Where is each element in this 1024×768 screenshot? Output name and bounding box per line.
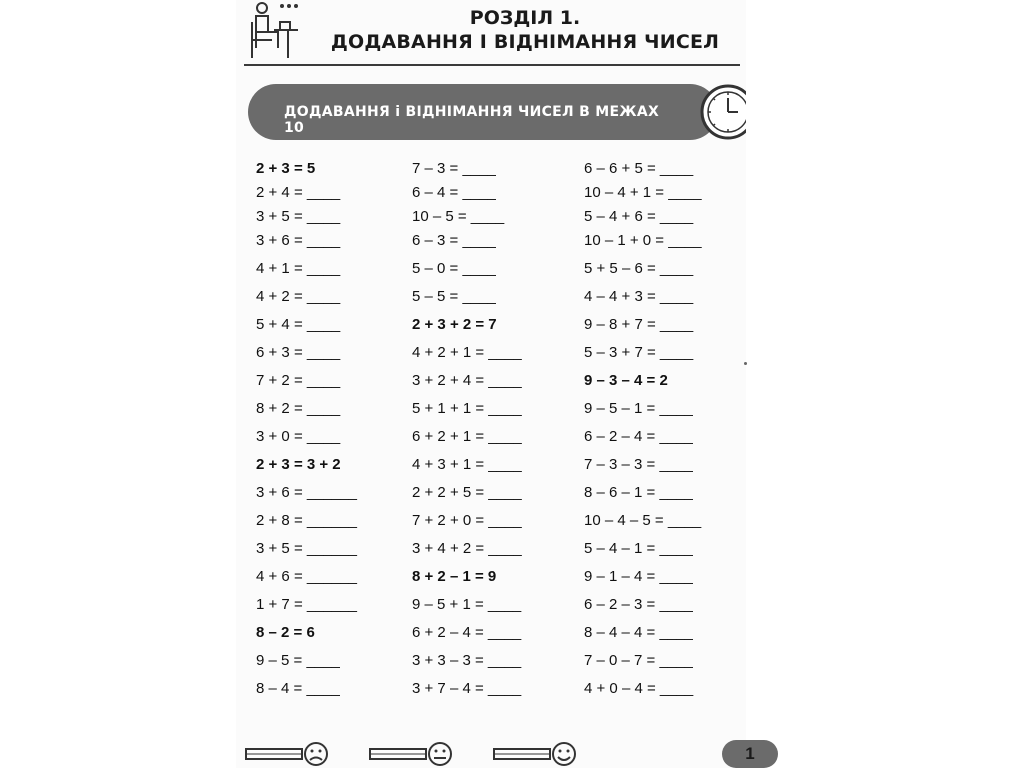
exercise-equation[interactable]: 6 + 3 = ____	[256, 344, 341, 361]
exercise-equation[interactable]: 5 + 4 = ____	[256, 316, 341, 333]
exercise-equation[interactable]: 2 + 8 = ______	[256, 512, 357, 529]
exercise-equation[interactable]: 5 – 3 + 7 = ____	[584, 344, 694, 361]
clock-icon	[696, 80, 746, 144]
page-number-badge	[722, 740, 778, 768]
exercise-equation[interactable]: 3 + 4 + 2 = ____	[412, 540, 522, 557]
exercise-equation[interactable]: 9 – 1 – 4 = ____	[584, 568, 693, 585]
speck	[744, 362, 747, 365]
exercise-equation[interactable]: 5 + 5 – 6 = ____	[584, 260, 694, 277]
exercise-equation[interactable]: 7 – 0 – 7 = ____	[584, 652, 693, 669]
exercise-equation[interactable]: 4 – 4 + 3 = ____	[584, 288, 694, 305]
exercise-equation[interactable]: 9 – 5 – 1 = ____	[584, 400, 693, 417]
exercise-equation[interactable]: 6 – 2 – 3 = ____	[584, 596, 693, 613]
exercise-equation[interactable]: 5 – 4 + 6 = ____	[584, 208, 694, 225]
exercise-equation[interactable]: 3 + 2 + 4 = ____	[412, 372, 522, 389]
exercise-equation[interactable]: 4 + 6 = ______	[256, 568, 357, 585]
sad-rating[interactable]	[244, 740, 334, 768]
exercise-equation[interactable]: 6 – 3 = ____	[412, 232, 496, 249]
neutral-face-icon	[429, 743, 451, 765]
example-equation: 9 – 3 – 4 = 2	[584, 372, 668, 389]
exercise-equation[interactable]: 3 + 0 = ____	[256, 428, 341, 445]
happy-face-icon	[553, 743, 575, 765]
exercise-equation[interactable]: 10 – 1 + 0 = ____	[584, 232, 702, 249]
chapter-title	[300, 6, 750, 54]
exercise-equation[interactable]: 5 – 0 = ____	[412, 260, 496, 277]
example-equation: 2 + 3 + 2 = 7	[412, 316, 497, 333]
exercise-equation[interactable]: 6 + 2 – 4 = ____	[412, 624, 522, 641]
section-title: ДОДАВАННЯ і ВІДНІМАННЯ ЧИСЕЛ В МЕЖАХ 10	[284, 104, 660, 136]
exercise-equation[interactable]: 4 + 0 – 4 = ____	[584, 680, 694, 697]
exercise-equation[interactable]: 4 + 3 + 1 = ____	[412, 456, 522, 473]
happy-rating[interactable]	[492, 740, 582, 768]
page-number: 1	[745, 744, 755, 763]
exercise-equation[interactable]: 2 + 4 = ____	[256, 184, 341, 201]
exercise-equation[interactable]: 8 – 4 – 4 = ____	[584, 624, 693, 641]
exercise-equation[interactable]: 9 – 5 = ____	[256, 652, 340, 669]
exercise-equation[interactable]: 3 + 5 = ______	[256, 540, 357, 557]
exercise-equation[interactable]: 10 – 4 – 5 = ____	[584, 512, 702, 529]
exercise-equation[interactable]: 5 + 1 + 1 = ____	[412, 400, 522, 417]
exercise-equation[interactable]: 6 – 6 + 5 = ____	[584, 160, 694, 177]
exercise-equation[interactable]: 3 + 5 = ____	[256, 208, 341, 225]
exercise-equation[interactable]: 9 – 8 + 7 = ____	[584, 316, 694, 333]
exercise-equation[interactable]: 3 + 7 – 4 = ____	[412, 680, 522, 697]
exercise-equation[interactable]: 4 + 1 = ____	[256, 260, 341, 277]
exercise-equation[interactable]: 5 – 4 – 1 = ____	[584, 540, 693, 557]
chapter-name: ДОДАВАННЯ І ВІДНІМАННЯ ЧИСЕЛ	[330, 31, 720, 53]
sad-face-icon	[305, 743, 327, 765]
exercise-equation[interactable]: 9 – 5 + 1 = ____	[412, 596, 522, 613]
neutral-rating[interactable]	[368, 740, 458, 768]
example-equation: 2 + 3 = 3 + 2	[256, 456, 341, 473]
exercise-equation[interactable]: 3 + 6 = ______	[256, 484, 357, 501]
exercise-equation[interactable]: 4 + 2 + 1 = ____	[412, 344, 522, 361]
exercise-equation[interactable]: 7 – 3 = ____	[412, 160, 496, 177]
exercise-equation[interactable]: 4 + 2 = ____	[256, 288, 341, 305]
exercise-equation[interactable]: 7 + 2 = ____	[256, 372, 341, 389]
chapter-number: РОЗДІЛ 1.	[469, 7, 581, 29]
example-equation: 2 + 3 = 5	[256, 160, 316, 177]
exercise-equation[interactable]: 8 – 6 – 1 = ____	[584, 484, 693, 501]
exercise-equation[interactable]: 3 + 3 – 3 = ____	[412, 652, 522, 669]
exercise-equation[interactable]: 6 – 4 = ____	[412, 184, 496, 201]
exercise-equation[interactable]: 7 + 2 + 0 = ____	[412, 512, 522, 529]
student-at-desk-icon	[244, 0, 304, 64]
exercise-equation[interactable]: 8 – 4 = ____	[256, 680, 340, 697]
exercise-equation[interactable]: 7 – 3 – 3 = ____	[584, 456, 693, 473]
example-equation: 8 – 2 = 6	[256, 624, 315, 641]
exercise-equation[interactable]: 10 – 4 + 1 = ____	[584, 184, 702, 201]
exercise-equation[interactable]: 5 – 5 = ____	[412, 288, 496, 305]
exercise-equation[interactable]: 10 – 5 = ____	[412, 208, 505, 225]
example-equation: 8 + 2 – 1 = 9	[412, 568, 497, 585]
header-divider	[244, 64, 740, 66]
exercise-equation[interactable]: 1 + 7 = ______	[256, 596, 357, 613]
exercise-equation[interactable]: 8 + 2 = ____	[256, 400, 341, 417]
exercise-equation[interactable]: 6 + 2 + 1 = ____	[412, 428, 522, 445]
exercise-equation[interactable]: 2 + 2 + 5 = ____	[412, 484, 522, 501]
exercise-equation[interactable]: 6 – 2 – 4 = ____	[584, 428, 693, 445]
exercise-equation[interactable]: 3 + 6 = ____	[256, 232, 341, 249]
